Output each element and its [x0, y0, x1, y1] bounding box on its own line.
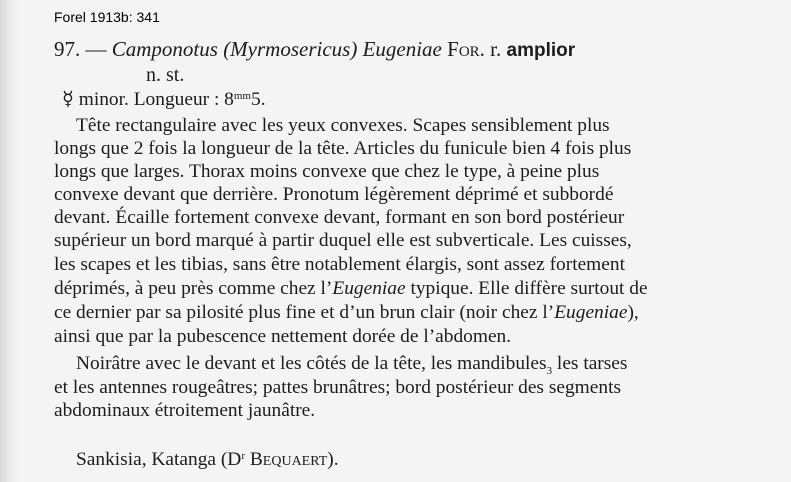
paragraph-line: abdominaux étroitement jaunâtre. — [54, 400, 316, 421]
paragraph-line: devant. Écaille fortement convexe devant, formant en son bord postérieur — [54, 207, 625, 228]
heading-dash: — — [85, 37, 107, 61]
status-note: n. st. — [146, 64, 185, 86]
collector-name: Bequaert — [249, 449, 328, 470]
line-segment: déprimés, à peu près comme chez l’ — [54, 278, 333, 299]
paragraph-line: convexe devant que derrière. Pronotum légèrement déprimé et subbordé — [54, 184, 614, 205]
paragraph-line — [54, 278, 648, 300]
line-segment: Noirâtre avec le devant et les côtés de la tête, les mandibules — [76, 353, 547, 374]
paragraph-line — [54, 302, 639, 324]
paragraph-line: longs que larges. Thorax moins convexe que chez le type, à peine plus — [54, 161, 600, 182]
line-segment: les tarses — [552, 353, 628, 374]
citation-label: Forel 1913b: 341 — [54, 9, 160, 25]
species-reference: Eugeniae — [332, 278, 406, 299]
paragraph-line: les scapes et les tibias, sans être notablement élargis, sont assez fortement — [54, 254, 625, 275]
paragraph-line: ainsi que par la pubescence nettement dorée de l’abdomen. — [54, 326, 512, 347]
paragraph-line: supérieur un bord marqué à partir duquel elle est subverticale. Les cuisses, — [54, 230, 632, 251]
entry-number: 97. — [54, 37, 81, 61]
subgenus-name: (Myrmosericus) — [223, 37, 358, 61]
page-binding-edge — [0, 0, 18, 482]
line-segment: ce dernier par sa pilosité plus fine et d’un brun clair (noir chez l’ — [54, 302, 555, 323]
paragraph-line: et les antennes rougeâtres; pattes brunâtres; bord postérieur des segments — [54, 377, 621, 398]
species-name: Eugeniae — [362, 37, 442, 61]
paragraph-line: Tête rectangulaire avec les yeux convexes. Scapes sensiblement plus — [76, 115, 610, 136]
locality-line — [76, 449, 339, 471]
line-segment: typique. Elle diffère surtout de — [405, 278, 648, 299]
measurement-text: minor. Longueur : 8 — [78, 89, 234, 110]
author-abbrev: For. — [447, 37, 485, 61]
measurement-line — [62, 89, 266, 111]
species-reference: Eugeniae — [554, 302, 628, 323]
line-segment: ), — [627, 302, 639, 323]
line-segment: 3 — [546, 364, 553, 377]
measurement-unit: mm — [233, 90, 251, 102]
locality-place: Sankisia, Katanga (D — [76, 449, 242, 470]
measurement-decimal: 5. — [251, 89, 266, 110]
paragraph-line: longs que 2 fois la longueur de la tête. Articles du funicule bien 4 fois plus — [54, 138, 632, 159]
worker-symbol-icon: ☿ — [62, 89, 74, 110]
subspecies-name: amplior — [506, 40, 576, 61]
genus-name: Camponotus — [111, 37, 218, 61]
line-segment: ). — [327, 449, 339, 470]
title-superscript: r — [241, 450, 245, 462]
rank-abbrev: r. — [490, 37, 502, 61]
